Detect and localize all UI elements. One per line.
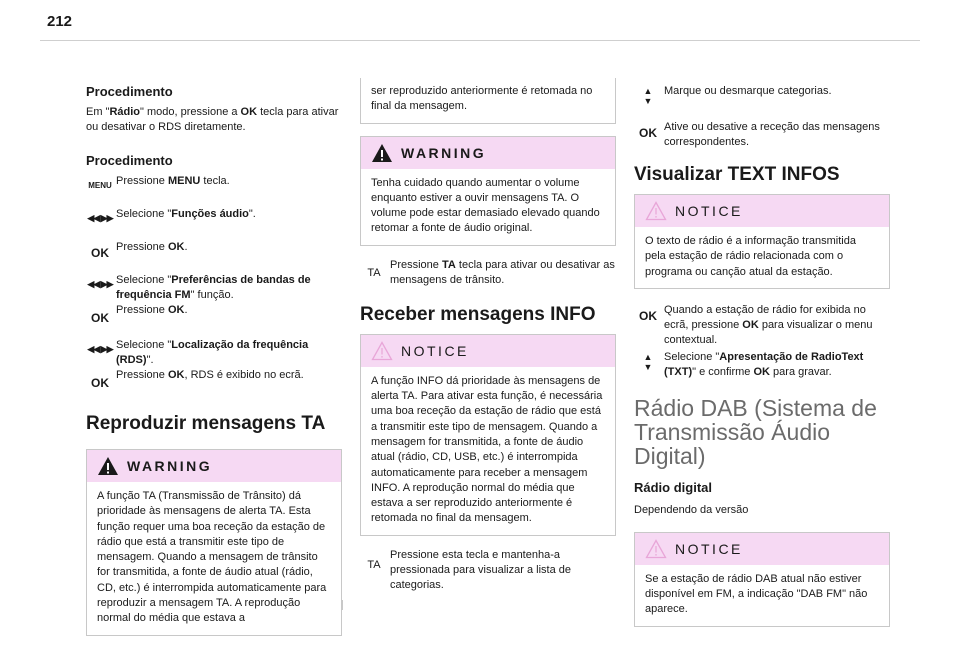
up-down-arrows-icon: ▲ ▼ <box>643 351 653 372</box>
step-text: Selecione "Apresentação de RadioText (TXT)" e confirme OK para gravar. <box>664 350 864 378</box>
warning-header <box>87 450 341 482</box>
ok-key-icon: OK <box>91 246 109 260</box>
step-funcoes-audio <box>84 207 342 226</box>
paragraph-dependendo-versao: Dependendo da versão <box>634 503 749 516</box>
column-rule <box>342 600 343 610</box>
paragraph-rds-intro: Em "Rádio" modo, pressione a OK tecla para ativar ou desativar o RDS diretamente. <box>86 106 339 133</box>
step-text: Selecione "Localização da frequência (RDS)". <box>116 339 309 366</box>
notice-box-radiotext <box>634 194 890 289</box>
heading-reproduzir-ta: Reproduzir mensagens TA <box>86 413 326 434</box>
ok-key-icon: OK <box>91 311 109 325</box>
notice-label: NOTICE <box>401 342 469 359</box>
heading-radio-dab: Rádio DAB (Sistema de Transmissão Áudio Digital) <box>634 394 877 469</box>
heading-procedimento-2: Procedimento <box>86 153 173 168</box>
notice-header <box>635 195 889 227</box>
step-preferencias <box>84 273 342 303</box>
ok-key-icon: OK <box>639 308 657 323</box>
column-1 <box>86 64 342 648</box>
ta-key-icon: TA <box>367 266 381 279</box>
warning-icon <box>97 456 119 476</box>
left-right-arrows-icon: ◀◀ ▶▶ <box>87 344 113 354</box>
step-ok-3 <box>84 368 342 391</box>
step-localizacao <box>84 338 342 368</box>
step-text: Selecione "Funções áudio". <box>116 208 256 220</box>
warning-box-volume <box>360 136 616 246</box>
step-apresentacao-radiotext <box>632 350 890 380</box>
notice-label: NOTICE <box>675 540 743 557</box>
step-text: Pressione esta tecla e mantenha-a pressionada para visualizar a lista de categorias. <box>390 548 571 591</box>
notice-header <box>635 533 889 565</box>
heading-procedimento-1: Procedimento <box>86 84 173 99</box>
header-rule <box>40 40 920 41</box>
step-text: Ative ou desative a receção das mensagens correspondentes. <box>664 121 880 148</box>
notice-text: O texto de rádio é a informação transmitida pela estação de rádio relacionada com o programa ou canção atual da estação. <box>645 235 856 278</box>
step-ok-1 <box>84 240 342 261</box>
notice-header <box>361 335 615 367</box>
up-down-arrows-icon: ▲ ▼ <box>643 86 653 106</box>
step-ta-toggle <box>358 258 616 288</box>
notice-icon <box>645 201 667 221</box>
heading-radio-digital: Rádio digital <box>634 479 712 495</box>
warning-header <box>361 137 615 169</box>
step-text: Quando a estação de rádio for exibida no ecrã, pressione OK para visualizar o menu contextual. <box>664 303 873 346</box>
left-right-arrows-icon: ◀◀ ▶▶ <box>87 279 113 289</box>
ta-key-icon: TA <box>367 558 381 571</box>
notice-text: Se a estação de rádio DAB atual não estiver disponível em FM, a indicação "DAB FM" não aparece. <box>645 572 868 616</box>
step-ok-2 <box>84 303 342 326</box>
notice-icon <box>371 341 393 361</box>
step-text: Pressione MENU tecla. <box>116 175 230 187</box>
left-right-arrows-icon: ◀◀ ▶▶ <box>87 213 113 223</box>
notice-icon <box>645 539 667 559</box>
warning-text: A função TA (Transmissão de Trânsito) dá prioridade às mensagens de alerta TA. Esta função requer uma boa receção da estação de rádio que está a transmitir este tipo de mensagem. Quando a mensagem de trânsito for transmitida, a fonte de áudio atual (rádio, CD, etc.) é interrompida automaticamente para reproduzir a mensagem TA. A reprodução normal do média que estava a <box>97 490 327 625</box>
warning-text: Tenha cuidado quando aumentar o volume enquanto estiver a ouvir mensagens TA. O volume pode estar demasiado elevado quando retomar a fonte de áudio original. <box>371 176 600 235</box>
step-menu <box>84 174 342 193</box>
step-text: Marque ou desmarque categorias. <box>664 85 832 97</box>
notice-box-info <box>360 334 616 536</box>
step-text: Selecione "Preferências de bandas de frequência FM" função. <box>116 274 311 301</box>
step-text: Pressione OK. <box>116 304 188 316</box>
step-text: Pressione OK. <box>116 241 188 253</box>
step-ative-mensagens <box>632 120 890 150</box>
warning-box-ta <box>86 449 342 636</box>
heading-text-infos: Visualizar TEXT INFOS <box>634 164 840 185</box>
column-2 <box>360 78 616 601</box>
column-3 <box>634 84 890 639</box>
page-number: 212 <box>47 13 73 30</box>
ok-key-icon: OK <box>639 126 657 140</box>
warning-label: WARNING <box>401 144 487 161</box>
warning-label: WARNING <box>127 458 213 474</box>
notice-label: NOTICE <box>675 203 743 219</box>
heading-receber-info: Receber mensagens INFO <box>360 303 596 325</box>
step-text: Pressione OK, RDS é exibido no ecrã. <box>116 369 304 381</box>
step-marque-categorias <box>632 84 890 106</box>
warning-icon <box>371 143 393 163</box>
step-ta-hold <box>358 548 616 593</box>
ok-key-icon: OK <box>91 376 109 390</box>
notice-text: A função INFO dá prioridade às mensagens de alerta TA. Para ativar esta função, é necessária uma boa receção da estação de rádio que está a transmitir este tipo de mensagem. Quando a mensagem for transmitida, a fonte de áudio atual (rádio, CD, USB, etc.) é interrompida automaticamente para receber a mensagem INFO. A reprodução normal do média que estava a ser reproduzido anteriormente é retomada no final da mensagem. <box>371 374 603 525</box>
step-ok-radiotext <box>632 303 890 348</box>
warning-continued-text: ser reproduzido anteriormente é retomada no final da mensagem. <box>360 78 616 124</box>
notice-box-dab <box>634 532 890 627</box>
step-text: Pressione TA tecla para ativar ou desativar as mensagens de trânsito. <box>390 258 615 286</box>
menu-key-icon: MENU <box>88 181 112 190</box>
